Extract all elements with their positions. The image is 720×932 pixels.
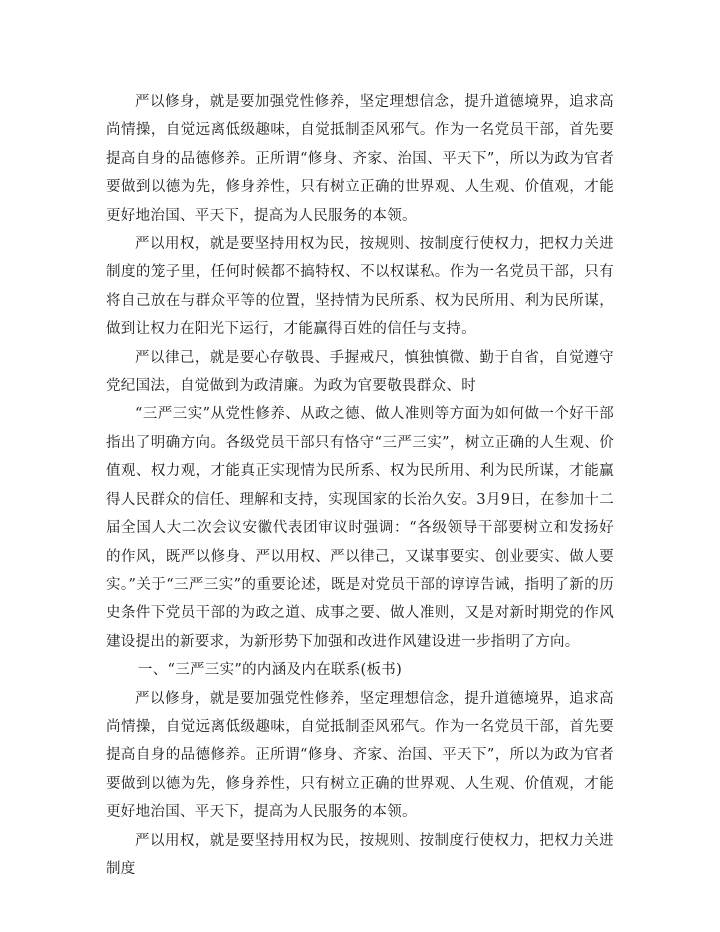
paragraph-strict-use-of-power: 严以用权，就是要坚持用权为民，按规则、按制度行使权力，把权力关进制度的笼子里，任何时候都不搞特权、不以权谋私。作为一名党员干部，只有将自己放在与群众平等的位置，坚持情为民所系、权为民所用、利为民所谋，做到让权力在阳光下运行，才能赢得百姓的信任与支持。 (106, 236, 614, 338)
paragraph-strict-use-of-power-partial: 严以用权，就是要坚持用权为民，按规则、按制度行使权力，把权力关进制度 (106, 832, 614, 877)
section-heading: 一、“三严三实”的内涵及内在联系(板书) (137, 662, 403, 679)
paragraph-strict-self-cultivation-repeat: 严以修身，就是要加强党性修养，坚定理想信念，提升道德境界，追求高尚情操，自觉远离低级趣味，自觉抵制歪风邪气。作为一名党员干部，首先要提高自身的品德修养。正所谓“修身、齐家、治国、平天下”，所以为政为官者要做到以德为先，修身养性，只有树立正确的世界观、人生观、价值观，才能更好地治国、平天下，提高为人民服务的本领。 (106, 690, 614, 821)
paragraph-strict-self-discipline: 严以律己，就是要心存敬畏、手握戒尺，慎独慎微、勤于自省，自觉遵守党纪国法，自觉做到为政清廉。为政为官要敬畏群众、时 (106, 349, 614, 395)
paragraph-strict-self-cultivation: 严以修身，就是要加强党性修养，坚定理想信念，提升道德境界，追求高尚情操，自觉远离低级趣味，自觉抵制歪风邪气。作为一名党员干部，首先要提高自身的品德修养。正所谓“修身、齐家、治国、平天下”，所以为政为官者要做到以德为先，修身养性，只有树立正确的世界观、人生观、价值观，才能更好地治国、平天下，提高为人民服务的本领。 (106, 94, 614, 224)
paragraph-three-stricts-three-solids: “三严三实”从党性修养、从政之德、做人准则等方面为如何做一个好干部指出了明确方向。各级党员干部只有恪守“三严三实”，树立正确的人生观、价值观、权力观，才能真正实现情为民所系、权为民所用、利为民所谋，才能赢得人民群众的信任、理解和支持，实现国家的长治久安。3月9日，在参加十二届全国人大二次会议安徽代表团审议时强调：“各级领导干部要树立和发扬好的作风，既严以修身、严以用权、严以律己，又谋事要实、创业要实、做人要实。”关于“三严三实”的重要论述，既是对党员干部的谆谆告诫，指明了新的历史条件下党员干部的为政之道、成事之要、做人准则，又是对新时期党的作风建设提出的新要求，为新形势下加强和改进作风建设进一步指明了方向。 (106, 406, 614, 650)
document-body (106, 88, 614, 883)
